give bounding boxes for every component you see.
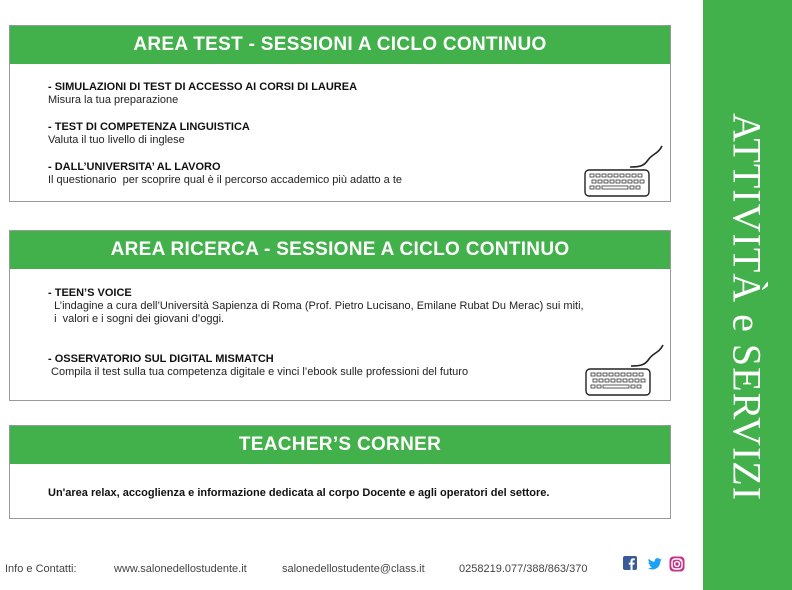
item-title: - OSSERVATORIO SUL DIGITAL MISMATCH <box>48 353 274 365</box>
keyboard-icon <box>583 343 667 397</box>
sidebar-banner <box>703 0 792 590</box>
item-title: - DALL’UNIVERSITA’ AL LAVORO <box>48 161 221 173</box>
item-description: Il questionario per scoprire qual è il percorso accademico più adatto a te <box>48 174 403 186</box>
footer-phone: 0258219.077/388/863/370 <box>459 563 588 575</box>
instagram-icon[interactable] <box>669 556 685 572</box>
item-title: - TEST DI COMPETENZA LINGUISTICA <box>48 121 250 133</box>
item-description: Valuta il tuo livello di inglese <box>48 134 185 146</box>
item-description: Misura la tua preparazione <box>48 94 179 106</box>
section-teachers-corner <box>9 425 671 519</box>
keyboard-icon <box>582 144 666 198</box>
list-item <box>48 121 250 147</box>
list-item <box>48 81 357 107</box>
item-title: - TEEN’S VOICE <box>48 287 132 299</box>
footer-website-link[interactable]: www.salonedellostudente.it <box>114 563 247 575</box>
twitter-icon[interactable] <box>648 558 662 570</box>
section-text <box>48 487 549 500</box>
section-title: TEACHER’S CORNER <box>10 426 670 464</box>
footer-label: Info e Contatti: <box>5 563 77 575</box>
section-area-test <box>9 25 671 202</box>
footer-email-link[interactable]: salonedellostudente@class.it <box>282 563 425 575</box>
section-title: AREA TEST - SESSIONI A CICLO CONTINUO <box>10 26 670 64</box>
list-item <box>48 287 584 326</box>
section-description: Un'area relax, accoglienza e informazione dedicata al corpo Docente e agli operatori del settore. <box>48 487 550 499</box>
section-title: AREA RICERCA - SESSIONE A CICLO CONTINUO <box>10 231 670 269</box>
item-description: Compila il test sulla tua competenza digitale e vinci l’ebook sulle professioni del futuro <box>48 366 469 378</box>
sidebar-title: ATTIVITÀ e SERVIZI <box>724 112 770 502</box>
list-item <box>48 161 402 187</box>
facebook-icon[interactable] <box>623 556 637 570</box>
item-description: L’indagine a cura dell’Università Sapienza di Roma (Prof. Pietro Lucisano, Emilane Rubat Du Merac) sui miti, i valori e i sogni dei giovani d’oggi. <box>54 300 584 325</box>
section-area-ricerca <box>9 230 671 401</box>
list-item <box>48 353 468 379</box>
item-title: - SIMULAZIONI DI TEST DI ACCESSO AI CORSI DI LAUREA <box>48 81 358 93</box>
